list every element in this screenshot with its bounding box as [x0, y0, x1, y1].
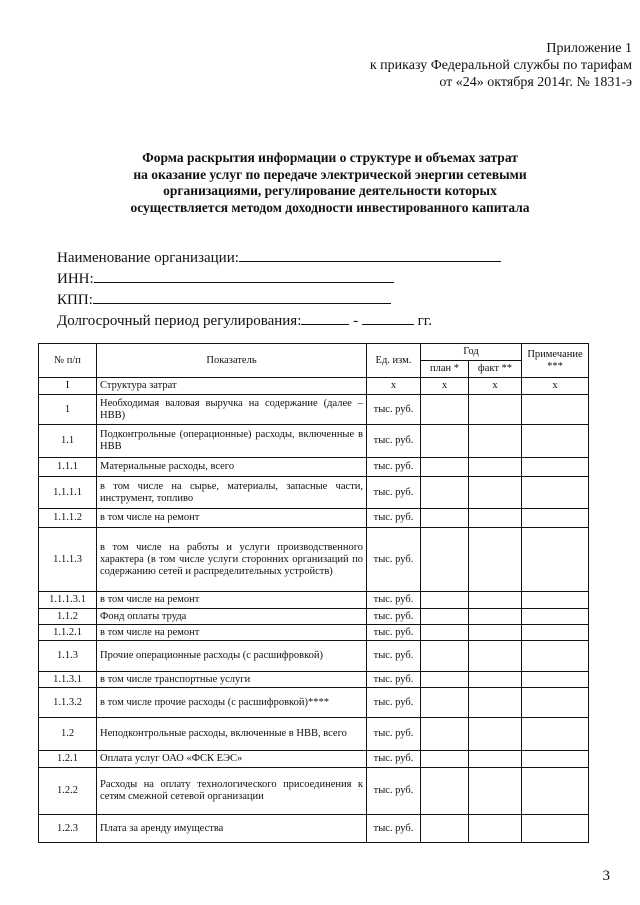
row-num: 1.2.3: [39, 815, 97, 843]
document-title: [60, 150, 600, 216]
row-num: 1.1.3.1: [39, 672, 97, 688]
row-num: I: [39, 378, 97, 395]
row-note[interactable]: [522, 477, 589, 509]
row-plan[interactable]: [421, 688, 469, 718]
cost-structure-table: [38, 343, 589, 843]
period-start-line[interactable]: [301, 310, 349, 325]
title-line: осуществляется методом доходности инвестированного капитала: [130, 199, 530, 215]
page-number: 3: [602, 868, 610, 884]
row-fact[interactable]: [469, 592, 522, 609]
table-row: [39, 751, 589, 768]
row-indicator: в том числе на работы и услуги производственного характера (в том числе услуги сторонних организаций по содержанию сетей и распределительных устройств): [97, 528, 367, 592]
row-plan[interactable]: [421, 425, 469, 458]
row-num: 1.1.1: [39, 458, 97, 477]
row-indicator: Необходимая валовая выручка на содержание (далее – НВВ): [97, 395, 367, 425]
row-note[interactable]: [522, 672, 589, 688]
table-row: [39, 625, 589, 641]
row-unit: тыс. руб.: [367, 672, 421, 688]
row-plan[interactable]: [421, 477, 469, 509]
row-unit: тыс. руб.: [367, 509, 421, 528]
title-line: Форма раскрытия информации о структуре и объемах затрат: [142, 150, 518, 165]
row-fact[interactable]: [469, 395, 522, 425]
header-plan: план *: [421, 361, 469, 378]
row-unit: тыс. руб.: [367, 751, 421, 768]
table-body: [39, 378, 589, 843]
row-indicator: Плата за аренду имущества: [97, 815, 367, 843]
table-row: [39, 688, 589, 718]
row-num: 1.2.1: [39, 751, 97, 768]
row-indicator: Структура затрат: [97, 378, 367, 395]
row-fact[interactable]: [469, 477, 522, 509]
kpp-line[interactable]: [93, 289, 391, 304]
row-unit: тыс. руб.: [367, 395, 421, 425]
row-indicator: в том числе транспортные услуги: [97, 672, 367, 688]
row-plan[interactable]: [421, 528, 469, 592]
row-num: 1.1.3: [39, 641, 97, 672]
row-num: 1.1.2: [39, 609, 97, 625]
row-fact[interactable]: [469, 641, 522, 672]
row-fact[interactable]: [469, 768, 522, 815]
row-note[interactable]: [522, 641, 589, 672]
row-num: 1.1.1.3: [39, 528, 97, 592]
table-row: [39, 528, 589, 592]
row-num: 1.1: [39, 425, 97, 458]
row-indicator: в том числе на ремонт: [97, 625, 367, 641]
row-plan[interactable]: [421, 641, 469, 672]
row-indicator: Фонд оплаты труда: [97, 609, 367, 625]
row-indicator: Прочие операционные расходы (с расшифровкой): [97, 641, 367, 672]
header-note: Примечание ***: [522, 344, 589, 378]
row-plan[interactable]: [421, 718, 469, 751]
row-num: 1.1.2.1: [39, 625, 97, 641]
org-name-field: [57, 247, 501, 268]
table-row: [39, 592, 589, 609]
table-row: [39, 641, 589, 672]
table-row: [39, 672, 589, 688]
table-row: [39, 378, 589, 395]
kpp-label: КПП:: [57, 292, 93, 308]
appendix-header: [370, 40, 632, 91]
row-unit: тыс. руб.: [367, 625, 421, 641]
table-row: [39, 477, 589, 509]
appendix-line: к приказу Федеральной службы по тарифам: [369, 58, 632, 73]
row-fact[interactable]: [469, 609, 522, 625]
table-row: [39, 609, 589, 625]
row-unit: тыс. руб.: [367, 592, 421, 609]
row-plan[interactable]: [421, 672, 469, 688]
row-fact[interactable]: [469, 815, 522, 843]
row-note[interactable]: [522, 751, 589, 768]
row-plan[interactable]: [421, 768, 469, 815]
row-unit: тыс. руб.: [367, 528, 421, 592]
header-fact: факт **: [469, 361, 522, 378]
row-unit: тыс. руб.: [367, 768, 421, 815]
inn-field: [57, 268, 501, 289]
row-note[interactable]: [522, 528, 589, 592]
row-indicator: в том числе на сырье, материалы, запасные части, инструмент, топливо: [97, 477, 367, 509]
period-label: Долгосрочный период регулирования:: [57, 313, 302, 329]
row-plan[interactable]: [421, 458, 469, 477]
row-num: 1.1.1.3.1: [39, 592, 97, 609]
row-unit: тыс. руб.: [367, 718, 421, 751]
row-note[interactable]: [522, 592, 589, 609]
kpp-field: [57, 289, 501, 310]
row-num: 1.2: [39, 718, 97, 751]
row-indicator: Подконтрольные (операционные) расходы, включенные в НВВ: [97, 425, 367, 458]
row-num: 1.1.3.2: [39, 688, 97, 718]
row-plan[interactable]: [421, 609, 469, 625]
org-name-line[interactable]: [239, 247, 501, 262]
row-unit: тыс. руб.: [367, 688, 421, 718]
row-fact[interactable]: [469, 751, 522, 768]
row-note[interactable]: [522, 458, 589, 477]
title-line: на оказание услуг по передаче электрической энергии сетевыми: [133, 166, 527, 182]
organization-fields: [57, 247, 501, 331]
row-plan[interactable]: [421, 625, 469, 641]
org-name-label: Наименование организации:: [57, 250, 239, 266]
row-indicator: Расходы на оплату технологического присоединения к сетям смежной сетевой организации: [97, 768, 367, 815]
period-years-label: гг.: [417, 313, 432, 329]
row-num: 1.1.1.1: [39, 477, 97, 509]
row-note[interactable]: [522, 688, 589, 718]
row-indicator: в том числе на ремонт: [97, 592, 367, 609]
row-fact[interactable]: [469, 672, 522, 688]
row-note[interactable]: [522, 625, 589, 641]
table-row: [39, 425, 589, 458]
inn-line[interactable]: [94, 268, 394, 283]
row-note[interactable]: [522, 815, 589, 843]
appendix-line: Приложение 1: [546, 41, 632, 56]
row-note: х: [522, 378, 589, 395]
row-num: 1.2.2: [39, 768, 97, 815]
row-fact[interactable]: [469, 625, 522, 641]
table-row: [39, 768, 589, 815]
appendix-line: от «24» октября 2014г. № 1831-э: [439, 75, 632, 90]
row-fact: х: [469, 378, 522, 395]
row-num: 1.1.1.2: [39, 509, 97, 528]
row-unit: тыс. руб.: [367, 425, 421, 458]
table-row: [39, 815, 589, 843]
row-unit: тыс. руб.: [367, 477, 421, 509]
row-plan[interactable]: [421, 751, 469, 768]
title-line: организациями, регулирование деятельности которых: [163, 183, 497, 198]
row-fact[interactable]: [469, 528, 522, 592]
period-dash: -: [353, 313, 359, 329]
row-fact[interactable]: [469, 718, 522, 751]
table-row: [39, 458, 589, 477]
period-end-line[interactable]: [362, 310, 414, 325]
row-indicator: в том числе на ремонт: [97, 509, 367, 528]
row-indicator: Материальные расходы, всего: [97, 458, 367, 477]
header-year: Год: [421, 344, 522, 361]
row-note[interactable]: [522, 768, 589, 815]
row-plan[interactable]: [421, 509, 469, 528]
table-row: [39, 395, 589, 425]
row-plan[interactable]: [421, 592, 469, 609]
row-unit: тыс. руб.: [367, 641, 421, 672]
row-plan[interactable]: [421, 395, 469, 425]
row-indicator: Оплата услуг ОАО «ФСК ЕЭС»: [97, 751, 367, 768]
row-note[interactable]: [522, 425, 589, 458]
header-num: № п/п: [39, 344, 97, 378]
period-field: [57, 310, 501, 331]
row-unit: тыс. руб.: [367, 458, 421, 477]
row-plan[interactable]: [421, 815, 469, 843]
header-indicator: Показатель: [97, 344, 367, 378]
table-row: [39, 509, 589, 528]
row-fact[interactable]: [469, 458, 522, 477]
row-plan: х: [421, 378, 469, 395]
row-note[interactable]: [522, 718, 589, 751]
header-unit: Ед. изм.: [367, 344, 421, 378]
row-note[interactable]: [522, 509, 589, 528]
row-fact[interactable]: [469, 688, 522, 718]
inn-label: ИНН:: [57, 271, 94, 287]
row-unit: тыс. руб.: [367, 815, 421, 843]
row-note[interactable]: [522, 609, 589, 625]
row-note[interactable]: [522, 395, 589, 425]
row-fact[interactable]: [469, 509, 522, 528]
row-indicator: в том числе прочие расходы (с расшифровкой)****: [97, 688, 367, 718]
row-num: 1: [39, 395, 97, 425]
row-fact[interactable]: [469, 425, 522, 458]
table-row: [39, 718, 589, 751]
row-unit: х: [367, 378, 421, 395]
row-indicator: Неподконтрольные расходы, включенные в НВВ, всего: [97, 718, 367, 751]
row-unit: тыс. руб.: [367, 609, 421, 625]
